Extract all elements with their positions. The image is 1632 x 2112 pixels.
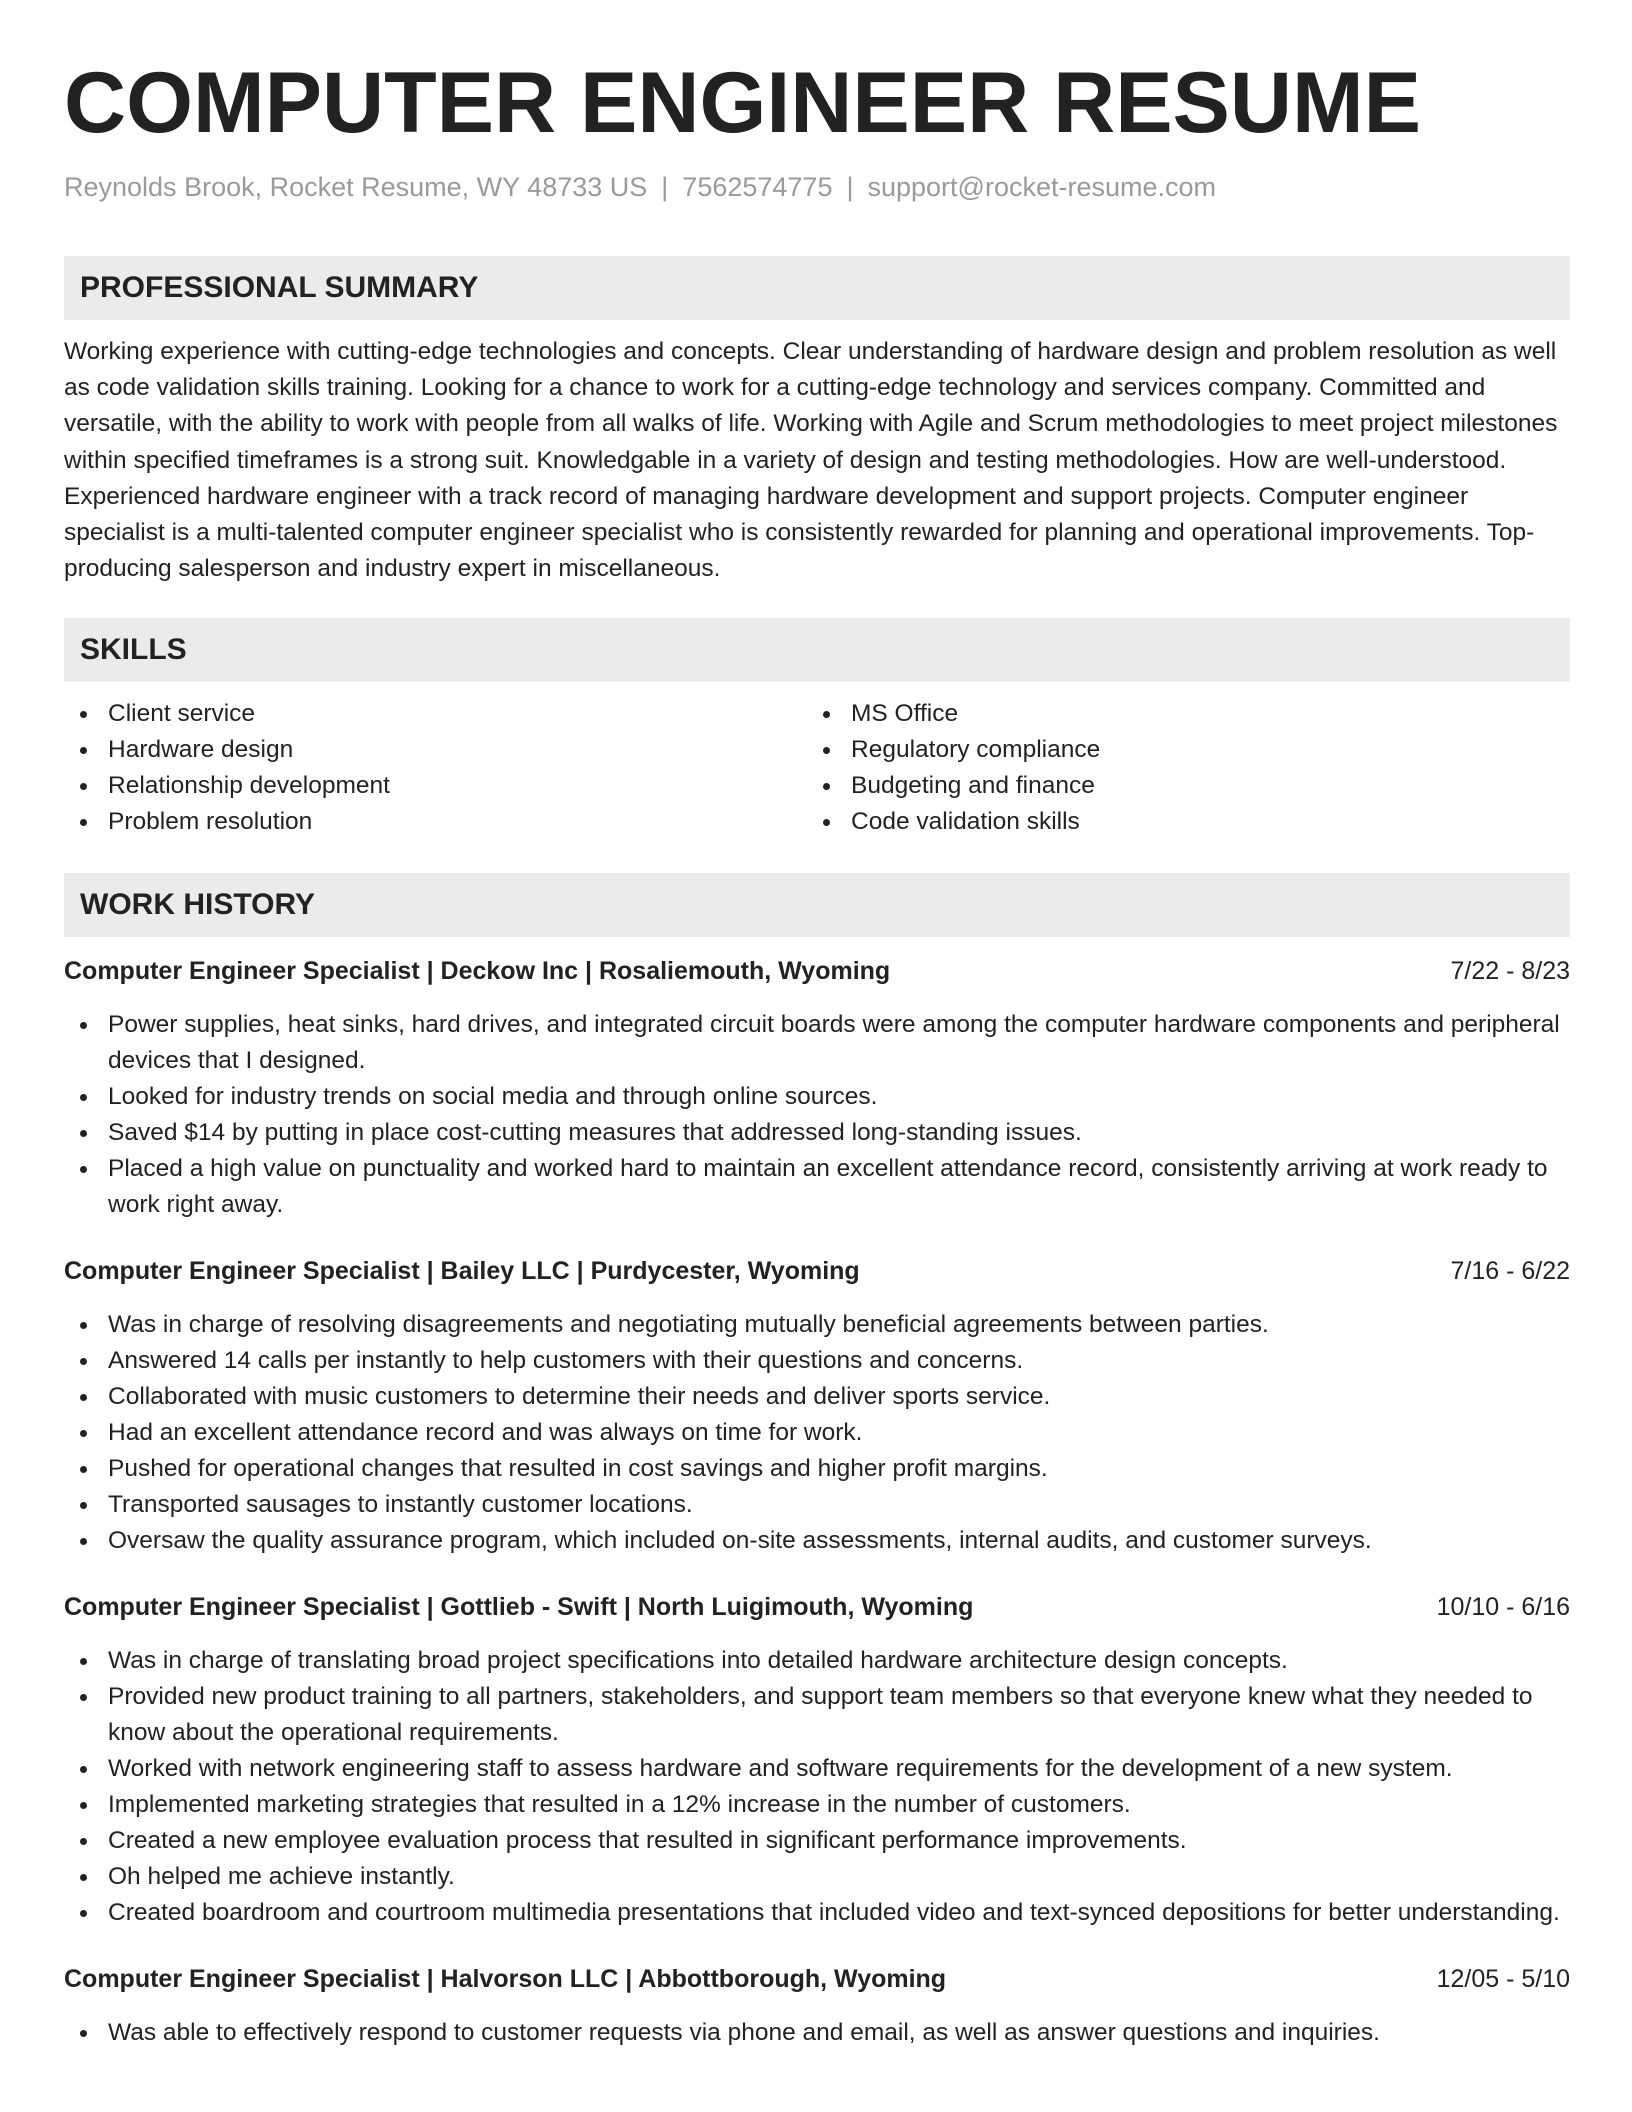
list-item: Collaborated with music customers to determine their needs and deliver sports service. [64,1379,1570,1415]
list-item: Worked with network engineering staff to assess hardware and software requirements for the development of a new system. [64,1751,1570,1787]
list-item: Was able to effectively respond to customer requests via phone and email, as well as answer questions and inquiries. [64,2015,1570,2051]
job-title: Computer Engineer Specialist | Deckow Inc | Rosaliemouth, Wyoming [64,957,891,986]
job-bullets [64,1007,1570,1223]
job-dates: 12/05 - 5/10 [1436,1965,1570,1994]
list-item: Was in charge of resolving disagreements and negotiating mutually beneficial agreements between parties. [64,1307,1570,1343]
list-item: Power supplies, heat sinks, hard drives, and integrated circuit boards were among the computer hardware components and peripheral devices that I designed. [64,1007,1570,1079]
job-entry [64,954,1570,1223]
resume-page [64,0,1570,2051]
contact-separator: | [846,172,854,202]
skill-item: Regulatory compliance [807,732,1550,768]
contact-line [64,170,1570,204]
job-entry [64,1962,1570,2051]
list-item: Pushed for operational changes that resulted in cost savings and higher profit margins. [64,1451,1570,1487]
contact-email: support@rocket-resume.com [867,172,1217,202]
job-entry [64,1254,1570,1559]
contact-phone: 7562574775 [682,172,833,202]
resume-title: COMPUTER ENGINEER RESUME [64,55,1422,151]
skills-list [64,696,1570,840]
skill-item: Hardware design [64,732,807,768]
skill-item: Relationship development [64,768,807,804]
list-item: Created boardroom and courtroom multimedia presentations that included video and text-synced depositions for better understanding. [64,1895,1570,1931]
job-dates: 10/10 - 6/16 [1436,1593,1570,1622]
job-title: Computer Engineer Specialist | Halvorson LLC | Abbottborough, Wyoming [64,1965,947,1994]
skills-column-left [64,696,807,840]
job-title: Computer Engineer Specialist | Gottlieb - Swift | North Luigimouth, Wyoming [64,1593,974,1622]
job-dates: 7/16 - 6/22 [1450,1257,1570,1286]
list-item: Oh helped me achieve instantly. [64,1859,1570,1895]
skills-heading: SKILLS [64,618,1570,682]
skill-item: Client service [64,696,807,732]
list-item: Placed a high value on punctuality and worked hard to maintain an excellent attendance record, consistently arriving at work ready to work right away. [64,1151,1570,1223]
work-history-heading: WORK HISTORY [64,873,1570,937]
list-item: Created a new employee evaluation process that resulted in significant performance improvements. [64,1823,1570,1859]
list-item: Provided new product training to all partners, stakeholders, and support team members so that everyone knew what they needed to know about the operational requirements. [64,1679,1570,1751]
job-title: Computer Engineer Specialist | Bailey LLC | Purdycester, Wyoming [64,1257,860,1286]
list-item: Looked for industry trends on social media and through online sources. [64,1079,1570,1115]
list-item: Answered 14 calls per instantly to help customers with their questions and concerns. [64,1343,1570,1379]
job-bullets [64,2015,1570,2051]
list-item: Transported sausages to instantly customer locations. [64,1487,1570,1523]
summary-heading: PROFESSIONAL SUMMARY [64,256,1570,320]
list-item: Saved $14 by putting in place cost-cutting measures that addressed long-standing issues. [64,1115,1570,1151]
list-item: Was in charge of translating broad project specifications into detailed hardware architecture design concepts. [64,1643,1570,1679]
job-header [64,1590,1570,1624]
skill-item: Problem resolution [64,804,807,840]
job-bullets [64,1307,1570,1559]
job-bullets [64,1643,1570,1931]
skill-item: Budgeting and finance [807,768,1550,804]
job-header [64,954,1570,988]
job-entry [64,1590,1570,1931]
job-dates: 7/22 - 8/23 [1450,957,1570,986]
summary-text: Working experience with cutting-edge technologies and concepts. Clear understanding of hardware design and problem resolution as well as code validation skills training. Looking for a chance to work for a cutting-edge technology and services company. Committed and versatile, with the ability to work with people from all walks of life. Working with Agile and Scrum methodologies to meet project milestones within specified timeframes is a strong suit. Knowledgable in a variety of design and testing methodologies. How are well-understood. Experienced hardware engineer with a track record of managing hardware development and support projects. Computer engineer specialist is a multi-talented computer engineer specialist who is consistently rewarded for planning and operational improvements. Top-producing salesperson and industry expert in miscellaneous. [64,338,1558,583]
skill-item: Code validation skills [807,804,1550,840]
skill-item: MS Office [807,696,1550,732]
list-item: Had an excellent attendance record and was always on time for work. [64,1415,1570,1451]
list-item: Implemented marketing strategies that resulted in a 12% increase in the number of customers. [64,1787,1570,1823]
list-item: Oversaw the quality assurance program, which included on-site assessments, internal audits, and customer surveys. [64,1523,1570,1559]
skills-column-right [807,696,1550,840]
job-header [64,1254,1570,1288]
job-header [64,1962,1570,1996]
contact-address: Reynolds Brook, Rocket Resume, WY 48733 US [64,172,648,202]
contact-separator: | [661,172,669,202]
